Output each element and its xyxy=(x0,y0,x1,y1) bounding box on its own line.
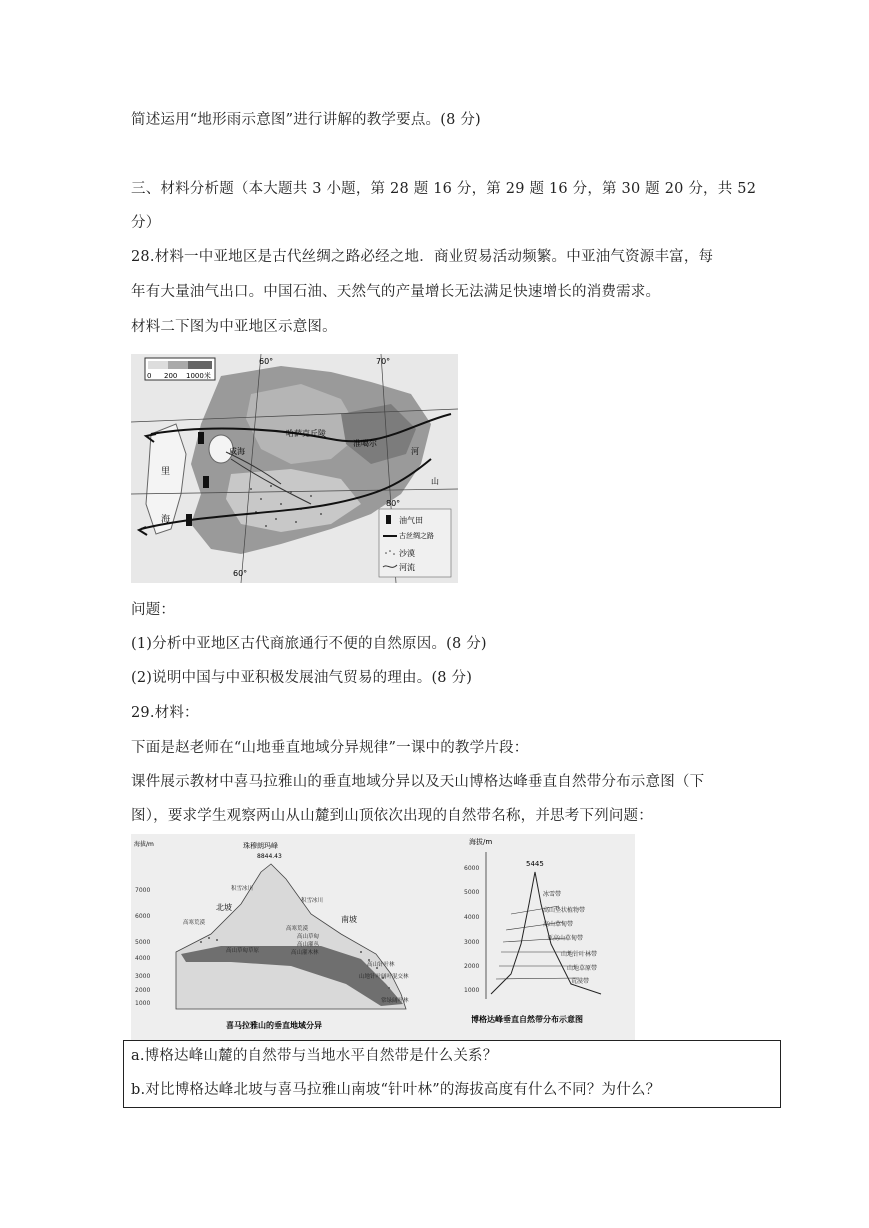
section-three-heading: 三、材料分析题（本大题共 3 小题，第 28 题 16 分，第 29 题 16 分，第 30 题 20 分，共 52 xyxy=(131,181,757,197)
bogda-zone-2: 高山垫状植物带 xyxy=(543,907,586,914)
legend-river: 河流 xyxy=(399,563,415,572)
legend-desert: 沙漠 xyxy=(399,549,415,558)
section-three-heading-cont: 分） xyxy=(131,215,161,231)
himalaya-y-title: 海拔/m xyxy=(134,841,154,848)
label-aral-sea: 咸海 xyxy=(229,447,245,456)
question-29-heading: 29.材料： xyxy=(131,705,199,721)
bogda-tick-2000: 2000 xyxy=(464,963,480,970)
lon-label-60-bottom: 60° xyxy=(233,569,248,578)
bogda-zone-7: 荒漠带 xyxy=(571,978,590,985)
questions-label: 问题： xyxy=(131,602,176,618)
himalaya-tick-7000: 7000 xyxy=(135,887,151,894)
bogda-tick-5000: 5000 xyxy=(464,889,480,896)
question-27-prompt: 简述运用“地形雨示意图”进行讲解的教学要点。(8 分) xyxy=(131,112,481,128)
bogda-peak-height: 5445 xyxy=(526,860,544,868)
question-29-intro: 下面是赵老师在“山地垂直地域分异规律”一课中的教学片段： xyxy=(131,740,529,756)
himalaya-zone-8: 高山灌木林 xyxy=(291,950,319,956)
himalaya-zone-7: 高山灌丛 xyxy=(297,942,320,948)
lon-label-70: 70° xyxy=(376,357,391,366)
bogda-tick-6000: 6000 xyxy=(464,865,480,872)
lon-label-60: 60° xyxy=(259,357,274,366)
bogda-tick-4000: 4000 xyxy=(464,914,480,921)
himalaya-zone-3: 高寒荒漠 xyxy=(183,920,206,926)
bogda-zone-4: 亚高山草甸带 xyxy=(547,935,584,942)
himalaya-tick-2000: 2000 xyxy=(135,987,151,994)
himalaya-peak-height: 8844.43 xyxy=(257,853,282,860)
bogda-tick-3000: 3000 xyxy=(464,939,480,946)
label-caspian-2: 海 xyxy=(161,515,171,525)
himalaya-north-slope: 北坡 xyxy=(216,903,232,912)
himalaya-south-slope: 南坡 xyxy=(341,915,357,924)
central-asia-map xyxy=(131,354,458,583)
question-28-material-1: 28.材料一中亚地区是古代丝绸之路必经之地．商业贸易活动频繁。中亚油气资源丰富，每 xyxy=(131,249,714,265)
question-29-body-cont: 图），要求学生观察两山从山麓到山顶依次出现的自然带名称，并思考下列问题： xyxy=(131,808,653,824)
bogda-caption: 博格达峰垂直自然带分布示意图 xyxy=(471,1015,583,1024)
label-junggar: 准噶尔 xyxy=(353,439,377,448)
bogda-zone-5: 山地针叶林带 xyxy=(561,951,598,958)
question-29-a: a.博格达峰山麓的自然带与当地水平自然带是什么关系？ xyxy=(131,1048,498,1064)
label-kazakh-hills: 哈萨克丘陵 xyxy=(286,429,326,438)
himalaya-peak-name: 珠穆朗玛峰 xyxy=(243,842,278,850)
scale-label-0: 0 xyxy=(147,372,152,380)
question-28-2: (2)说明中国与中亚积极发展油气贸易的理由。(8 分) xyxy=(131,670,473,686)
himalaya-zone-5: 高山草甸草原 xyxy=(226,948,260,954)
himalaya-caption: 喜马拉雅山的垂直地域分异 xyxy=(226,1021,322,1030)
question-28-material-1-cont: 年有大量油气出口。中国石油、天然气的产量增长无法满足快速增长的消费需求。 xyxy=(131,284,661,300)
legend-silk-road: 古丝绸之路 xyxy=(399,532,434,540)
scale-label-1000: 1000米 xyxy=(186,372,211,380)
bogda-zone-3: 高山草甸带 xyxy=(543,921,574,928)
label-river: 河 xyxy=(411,447,419,456)
himalaya-zone-1: 积雪冰川 xyxy=(231,886,254,892)
himalaya-tick-4000: 4000 xyxy=(135,955,151,962)
question-box xyxy=(123,1040,781,1108)
himalaya-zone-10: 山地针叶阔叶混交林 xyxy=(359,974,409,980)
question-29-b: b.对比博格达峰北坡与喜马拉雅山南坡“针叶林”的海拔高度有什么不同？为什么？ xyxy=(131,1082,661,1098)
label-caspian-1: 里 xyxy=(161,467,171,477)
legend-oil-gas: 油气田 xyxy=(399,516,423,525)
question-29-body: 课件展示教材中喜马拉雅山的垂直地域分异以及天山博格达峰垂直自然带分布示意图（下 xyxy=(131,774,705,790)
vertical-zonation-figure xyxy=(131,834,635,1040)
bogda-y-title: 海拔/m xyxy=(469,838,493,846)
lon-label-80: 80° xyxy=(386,499,401,508)
question-28-1: (1)分析中亚地区古代商旅通行不便的自然原因。(8 分) xyxy=(131,636,487,652)
himalaya-tick-6000: 6000 xyxy=(135,913,151,920)
himalaya-zone-6: 高山草甸 xyxy=(297,934,320,940)
bogda-zone-6: 山地草原带 xyxy=(567,965,598,972)
himalaya-zone-4: 高寒荒漠 xyxy=(286,926,309,932)
bogda-zone-1: 冰雪带 xyxy=(543,891,562,898)
bogda-tick-1000: 1000 xyxy=(464,987,480,994)
himalaya-tick-5000: 5000 xyxy=(135,939,151,946)
himalaya-tick-3000: 3000 xyxy=(135,973,151,980)
question-28-material-2: 材料二下图为中亚地区示意图。 xyxy=(131,319,337,335)
himalaya-tick-1000: 1000 xyxy=(135,1000,151,1007)
label-mountain: 山 xyxy=(431,477,439,486)
himalaya-zone-11: 常绿阔叶林 xyxy=(381,998,409,1004)
scale-label-200: 200 xyxy=(164,372,178,380)
himalaya-zone-2: 积雪冰川 xyxy=(301,898,324,904)
himalaya-zone-9: 高山针叶林 xyxy=(367,962,395,968)
